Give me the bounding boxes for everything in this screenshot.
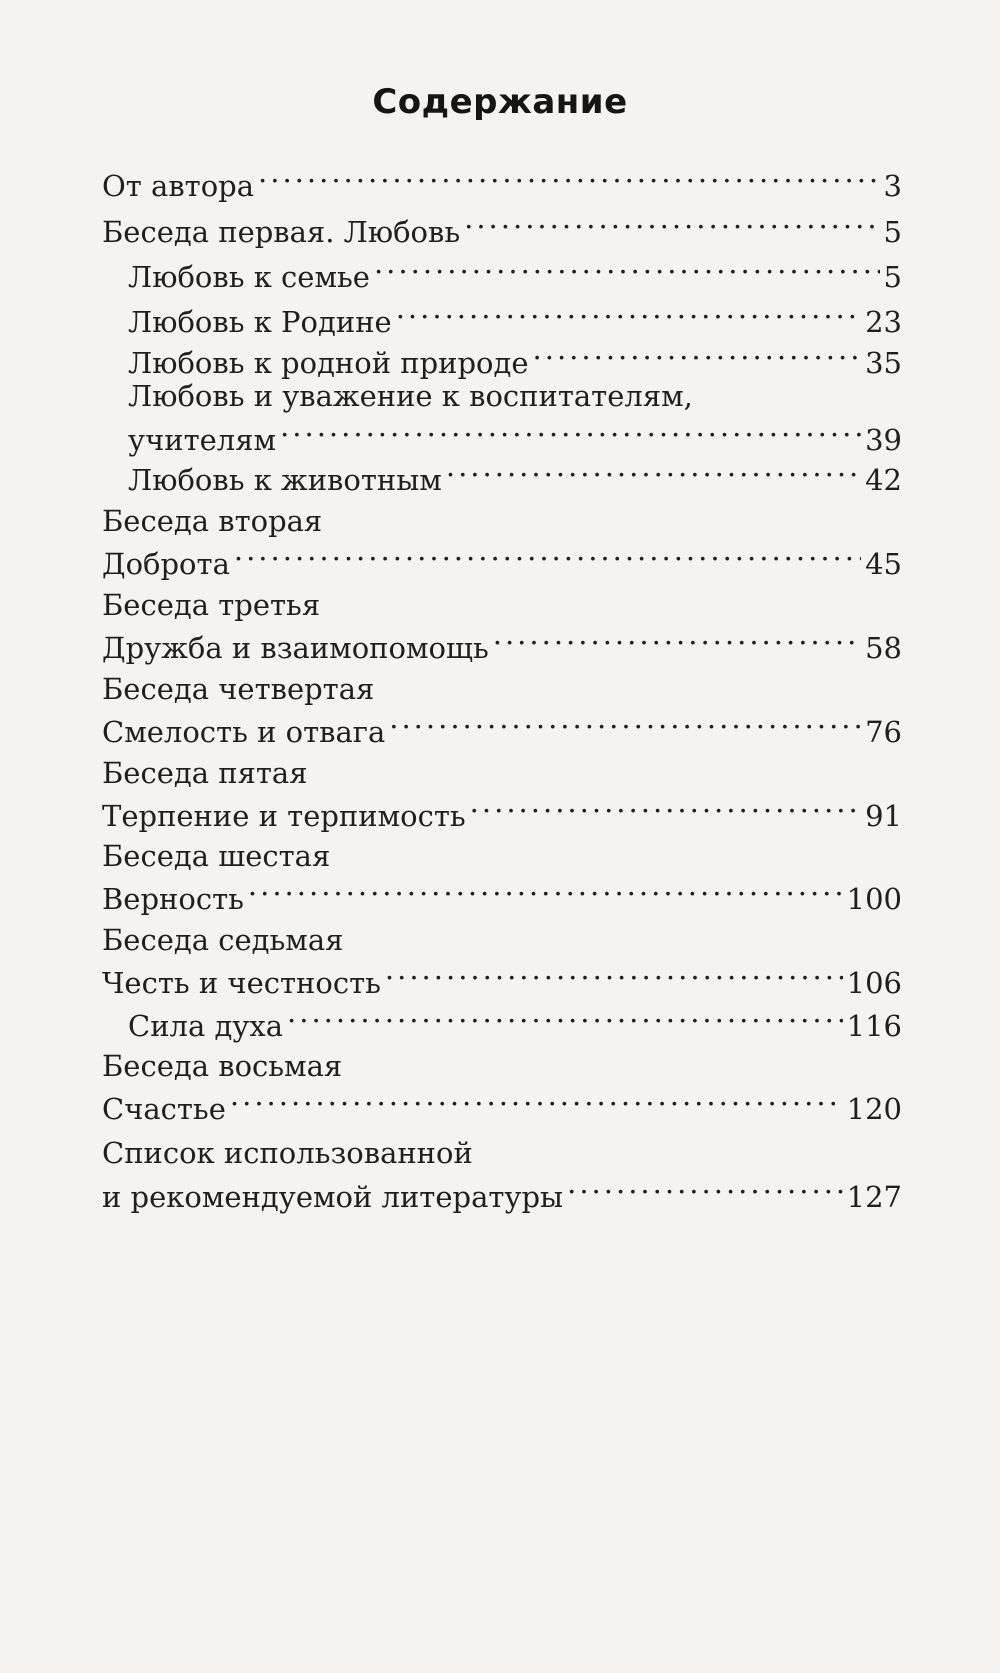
toc-entry-page: 23 [865,305,902,339]
toc-entry-label: От автора [102,169,255,203]
toc-entry [128,337,902,381]
toc-entry-label: Беседа первая. Любовь [102,215,461,249]
dot-leader [248,873,843,909]
toc-entry [102,1171,902,1215]
toc-entry-page: 5 [883,215,902,249]
dot-leader [396,296,861,332]
toc-entry [102,538,902,582]
dot-leader [493,622,861,658]
toc-entry-label: учителям [128,423,277,457]
chapter-heading: Беседа четвертая [102,672,375,706]
toc-entry [128,1000,902,1044]
toc-entry [102,790,902,834]
chapter-heading: Беседа вторая [102,504,323,538]
toc-entry-label: Доброта [102,547,230,581]
toc-entry-label: Честь и честность [102,966,381,1000]
toc-entry-page: 106 [846,966,902,1000]
toc-entry-label: Дружба и взаимопомощь [102,631,489,665]
toc-entry-page: 58 [865,631,902,665]
toc-entry-first-line: Любовь и уважение к воспитателям, [128,379,693,413]
toc-entry-label: Любовь к Родине [128,305,392,339]
toc-entry-page: 42 [865,463,902,497]
chapter-heading: Беседа третья [102,588,321,622]
toc-entry-page: 3 [883,169,902,203]
dot-leader [470,790,861,826]
toc-entry [102,206,902,250]
dot-leader [385,957,843,993]
toc-entry [128,414,902,458]
dot-leader [567,1171,843,1207]
toc-entry [128,454,902,498]
toc-entry [102,160,902,204]
toc-entry-page: 35 [865,346,902,380]
toc-entry-page: 91 [865,799,902,833]
dot-leader [389,706,861,742]
toc-entry-page: 5 [883,260,902,294]
dot-leader [230,1083,843,1119]
page-title: Содержание [372,82,628,122]
dot-leader [446,454,861,490]
dot-leader [280,414,861,450]
chapter-heading: Беседа седьмая [102,923,344,957]
toc-entry [128,296,902,340]
toc-entry-page: 120 [846,1092,902,1126]
dot-leader [258,160,880,196]
chapter-heading: Беседа шестая [102,839,331,873]
toc-entry-page: 76 [865,715,902,749]
toc-entry [102,1083,902,1127]
toc-entry-label: Любовь к родной природе [128,346,529,380]
dot-leader [234,538,861,574]
toc-entry-first-line: Список использованной [102,1136,473,1170]
toc-entry-page: 127 [846,1180,902,1214]
toc-entry-label: Смелость и отвага [102,715,386,749]
toc-entry-label: Любовь к семье [128,260,370,294]
toc-entry-page: 39 [865,423,902,457]
toc-entry [102,873,902,917]
toc-entry [102,706,902,750]
toc-entry-label: Любовь к животным [128,463,442,497]
dot-leader [464,206,879,242]
toc-entry-label: Терпение и терпимость [102,799,466,833]
toc-entry-page: 100 [846,882,902,916]
dot-leader [374,251,880,287]
toc-entry-label: Верность [102,882,244,916]
toc-entry-page: 45 [865,547,902,581]
dot-leader [533,337,862,373]
toc-entry-page: 116 [846,1009,902,1043]
dot-leader [287,1000,843,1036]
toc-entry [128,251,902,295]
toc-entry-label: Счастье [102,1092,226,1126]
chapter-heading: Беседа восьмая [102,1049,343,1083]
toc-entry [102,957,902,1001]
toc-entry-label: Сила духа [128,1009,284,1043]
toc-entry [102,622,902,666]
chapter-heading: Беседа пятая [102,756,308,790]
toc-entry-label: и рекомендуемой литературы [102,1180,564,1214]
